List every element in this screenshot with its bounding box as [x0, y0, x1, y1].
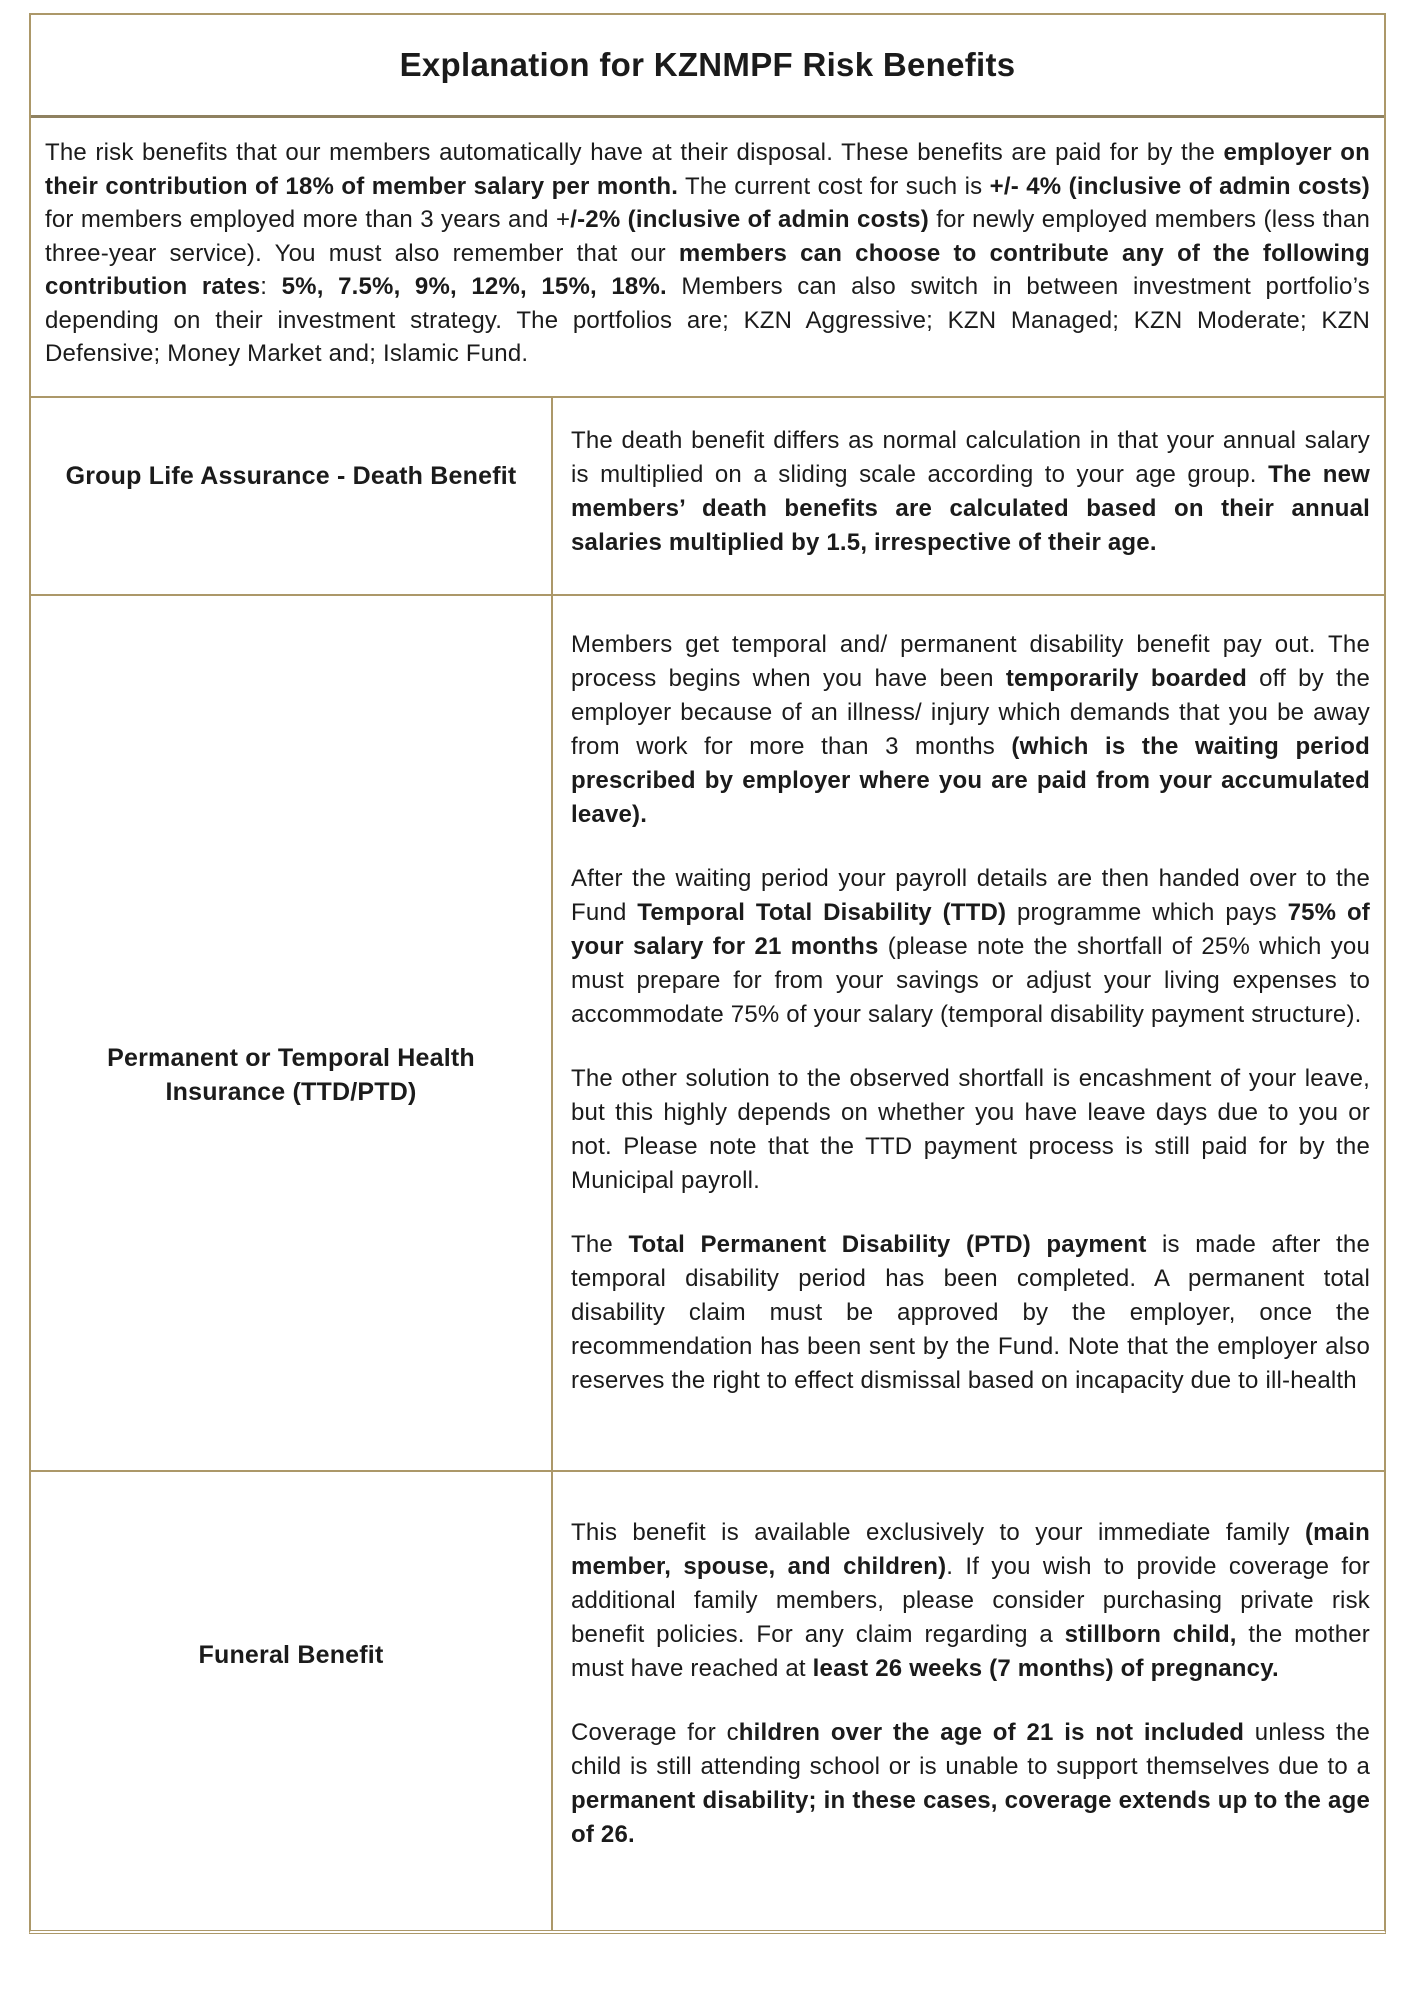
- paragraph: The other solution to the observed shortfall is encashment of your leave, but this highly depends on whether you have leave days due to you or not. Please note that the TTD payment process is still paid for by the Municipal payroll.: [571, 1064, 1370, 1194]
- paragraph: After the waiting period your payroll details are then handed over to the Fund Temporal Total Disability (TTD) programme which pays 75% of your salary for 21 months (please note the shortfall of 25% which you must prepare for from your savings or adjust your living expenses to accommodate 75% of your salary (temporal disability payment structure).: [571, 864, 1370, 1028]
- health-insurance-description: [553, 596, 1384, 1470]
- paragraph: The Total Permanent Disability (PTD) payment is made after the temporal disability period has been completed. A permanent total disability claim must be approved by the employer, once the recommendation has been sent by the Fund. Note that the employer also reserves the right to effect dismissal based on incapacity due to ill-health: [571, 1230, 1371, 1394]
- table-row-health-insurance: [31, 594, 1384, 1470]
- funeral-benefit-label-cell: [31, 1472, 553, 1930]
- paragraph: Members get temporal and/ permanent disability benefit pay out. The process begins when you have been temporarily boarded off by the employer because of an illness/ injury which demands that you be away from work for more than 3 months (which is the waiting period prescribed by employer where you are paid from your accumulated leave).: [571, 630, 1371, 828]
- health-insurance-label: Permanent or Temporal Health Insurance (TTD/PTD): [107, 1043, 475, 1106]
- health-insurance-label-cell: [31, 596, 553, 1470]
- paragraph: This benefit is available exclusively to your immediate family (main member, spouse, and children). If you wish to provide coverage for additional family members, please consider purchasing private risk benefit policies. For any claim regarding a stillborn child, the mother must have reached at least 26 weeks (7 months) of pregnancy.: [571, 1518, 1370, 1682]
- death-benefit-description: [553, 398, 1384, 594]
- table-row-funeral-benefit: [31, 1470, 1384, 1930]
- document-header: [31, 15, 1384, 118]
- paragraph: Coverage for children over the age of 21 is not included unless the child is still attending school or is unable to support themselves due to a permanent disability; in these cases, coverage extends up to the age of 26.: [571, 1718, 1370, 1848]
- funeral-benefit-description: [553, 1472, 1384, 1930]
- table-row-death-benefit: [31, 396, 1384, 594]
- death-benefit-label: Group Life Assurance - Death Benefit: [65, 461, 517, 490]
- paragraph: The death benefit differs as normal calculation in that your annual salary is multiplied on a sliding scale according to your age group. The new members’ death benefits are calculated based on their annual salaries multiplied by 1.5, irrespective of their age.: [571, 426, 1370, 556]
- kznmpf-risk-benefits-document: [29, 13, 1386, 1934]
- document-title: Explanation for KZNMPF Risk Benefits: [399, 46, 1016, 83]
- death-benefit-label-cell: [31, 398, 553, 594]
- funeral-benefit-label: Funeral Benefit: [198, 1640, 384, 1669]
- benefits-table: [31, 396, 1384, 1930]
- intro-paragraph: The risk benefits that our members automatically have at their disposal. These benefits are paid for by the employer on their contribution of 18% of member salary per month. The current cost for such is +/- 4% (inclusive of admin costs) for members employed more than 3 years and +/-2% (inclusive of admin costs) for newly employed members (less than three-year service). You must also remember that our members can choose to contribute any of the following contribution rates: 5%, 7.5%, 9%, 12%, 15%, 18%. Members can also switch in between investment portfolio’s depending on their investment strategy. The portfolios are; KZN Aggressive; KZN Managed; KZN Moderate; KZN Defensive; Money Market and; Islamic Fund.: [45, 139, 1370, 367]
